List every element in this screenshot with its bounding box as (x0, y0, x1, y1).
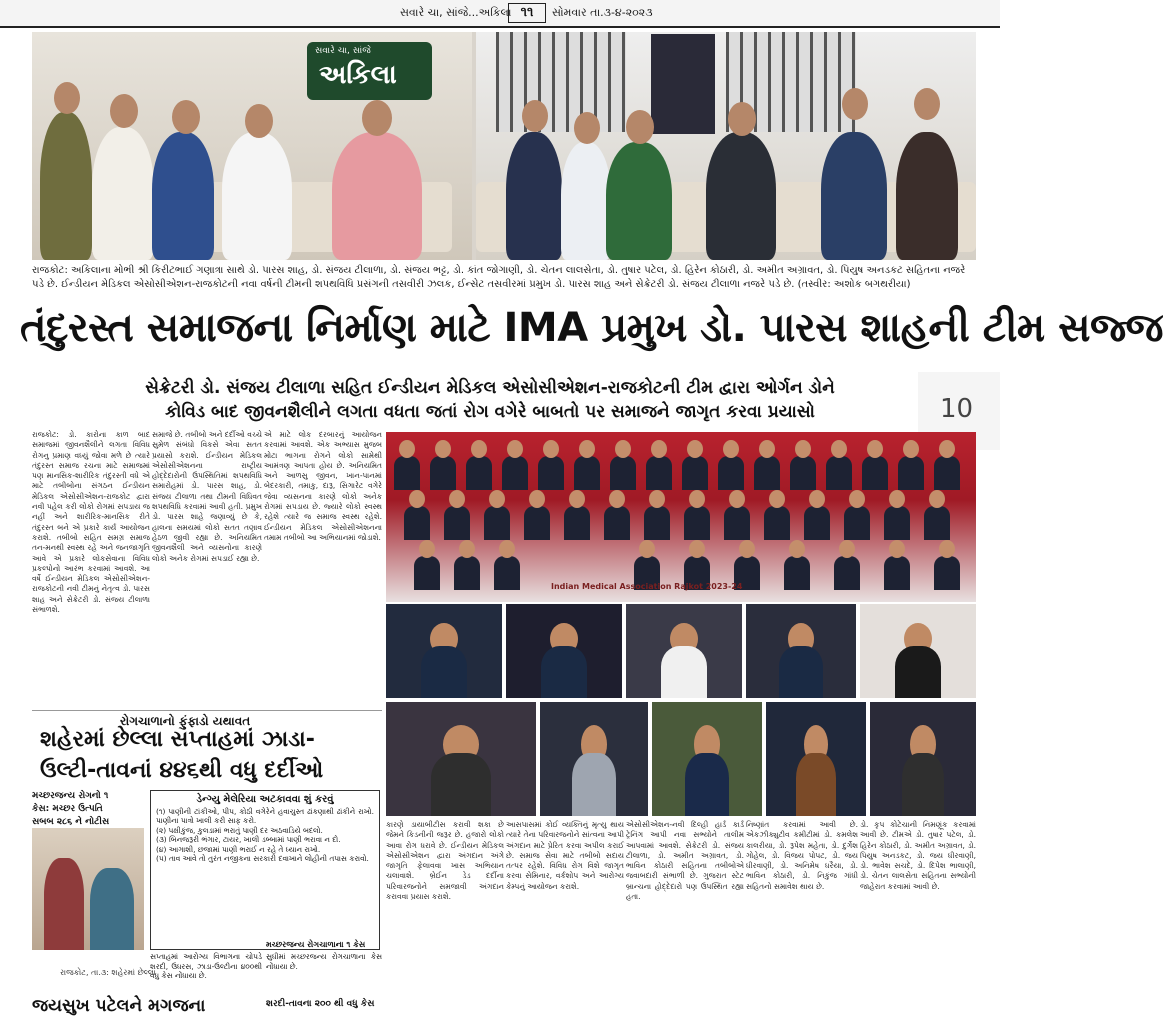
person-head (543, 440, 559, 458)
cases-line: કેસ: મચ્છર ઉત્પતિ (32, 804, 103, 814)
person (90, 868, 134, 950)
person (538, 456, 564, 490)
person (604, 506, 630, 540)
akila-logo (307, 42, 432, 100)
person (332, 132, 422, 260)
article-column-2: સમાજે છે. તબીબો અને દર્દીઓ વચ્ચે સુમેળ સંબંધો વિકસે એવા સતત પ્રયાસો કરાશે. ઈન્ડીયન મેડિકલ એસોસીએશનના રાષ્ટ્રીય હોદ્દેદારોની ઉપસ્થિતિમાં શપથવિધિ સમારોહમાં ડો. પારસ શાહ, ડો. સંજય ટીલાળા તથા ટીમની વિધિવત શપથવિધિ કરવામાં આવી હતી. પ્રમુખ ડો. પારસ શાહે જણાવ્યું છે કે, હાલના સમયમાં લોકો સતત તણાવ હેઠળ જીવી રહ્યા છે. અનિયમિત જીવનશૈલી અને વ્યસનોના કારણે લોકો અનેક રોગમાં સપડાઈ રહ્યા છે. (152, 430, 262, 563)
person (610, 456, 636, 490)
story-headline-line-2: ઉલ્ટી-તાવનાં ૪૪૬થી વધુ દર્દીઓ (40, 758, 324, 783)
akila-logo-tagline: સવારે ચા, સાંજે (315, 46, 371, 56)
person (884, 506, 910, 540)
person (561, 142, 611, 260)
photo-tile (870, 702, 976, 816)
dengue-tip: (૧) પાણીની ટાંકીઓ, પીપ, કોઠી વગેરેને હવાચુસ્ત ઢાંકણાથી ઢાંકીને રાખો. પાણીના પાત્રો ખાલી કરી સાફ કરો. (156, 807, 374, 826)
ima-banner-text: Indian Medical Association Rajkot 2023-24 (551, 582, 743, 591)
person-head (459, 540, 475, 558)
dengue-tip: (૩) બિનજરૂરી ભંગાર, ટાયર, ખાલી ડબ્બામાં પાણી ભરાવા ન દો. (156, 835, 341, 845)
person-head (651, 440, 667, 458)
person-head (839, 540, 855, 558)
story-subhead-malaria: મચ્છરજન્ય રોગચાળાના ૧ કેસ (266, 940, 366, 949)
person (764, 506, 790, 540)
person-head (889, 490, 905, 508)
top-photo-right (476, 32, 976, 260)
person-head (939, 540, 955, 558)
person (644, 506, 670, 540)
person-head (789, 540, 805, 558)
person (394, 456, 420, 490)
photo-tile (766, 702, 866, 816)
divider (32, 710, 382, 711)
person-head (399, 440, 415, 458)
person (934, 556, 960, 590)
person (506, 132, 562, 260)
photo-tile (746, 604, 856, 698)
person-head (471, 440, 487, 458)
person (884, 556, 910, 590)
group-photo-row (394, 440, 968, 490)
person (706, 132, 776, 260)
photo-tile (506, 604, 622, 698)
window-blinds (496, 32, 626, 132)
person-head (689, 490, 705, 508)
person (430, 456, 456, 490)
group-photo (386, 432, 976, 602)
person-head (489, 490, 505, 508)
headline: તંદુરસ્ત સમાજના નિર્માણ માટે IMA પ્રમુખ ડો. પારસ શાહની ટીમ સજ્જ (20, 305, 1163, 351)
person-head (626, 110, 654, 144)
person (574, 456, 600, 490)
person-head (939, 440, 955, 458)
person-head (729, 490, 745, 508)
story-subhead-fever: શરદી-તાવના ૨૦૦ થી વધુ કેસ (266, 999, 375, 1009)
person-head (914, 88, 940, 120)
photo-tile (386, 702, 536, 816)
photo-tile (386, 604, 502, 698)
article-column-5: આસપાસમાં કોઈ વ્યક્તિનું મૃત્યુ થાય ત્યારે તેના પરિવારજનોને સાંત્વના આપી અંગદાન માટે પ્રેરિત કરવા અપીલ કરાઈ છે. સમાજ સેવા માટે તબીબો સદાય તત્પર રહેશે. વિવિધ રોગ વિશે જાગૃત કરવા સેમિનાર, વર્કશોપ અને આરોગ્ય કેમ્પનું આયોજન કરાશે. (506, 820, 624, 891)
top-photo (32, 32, 976, 260)
person (646, 456, 672, 490)
person-head (54, 82, 80, 114)
person (572, 753, 615, 816)
person-head (831, 440, 847, 458)
person (606, 142, 672, 260)
person (524, 506, 550, 540)
top-photo-left (32, 32, 472, 260)
person-head (809, 490, 825, 508)
person-head (689, 540, 705, 558)
person-head (574, 112, 600, 144)
header-slogan: સવારે ચા, સાંજે...અકિલા (400, 6, 512, 19)
person (444, 506, 470, 540)
person (454, 556, 480, 590)
cases-line: મચ્છરજન્ય રોગનો ૧ (32, 791, 109, 801)
header-page-number: ૧૧ (508, 3, 546, 23)
person (222, 132, 292, 260)
person (821, 132, 887, 260)
person-head (687, 440, 703, 458)
framed-portrait (651, 34, 715, 134)
person (896, 132, 958, 260)
subheadline-2: કોવિડ બાદ જીવનશૈલીને લગતા વધતા જતાં રોગ વગેરે બાબતો પર સમાજને જાગૃત કરવા પ્રયાસો (165, 402, 815, 422)
person-head (449, 490, 465, 508)
person (414, 556, 440, 590)
person-head (769, 490, 785, 508)
person (754, 456, 780, 490)
person (796, 753, 836, 816)
person-head (435, 440, 451, 458)
person (902, 753, 944, 816)
person (934, 456, 960, 490)
photo-grid (386, 604, 976, 816)
person (844, 506, 870, 540)
person-head (903, 440, 919, 458)
dengue-tips-box (150, 790, 380, 950)
top-photo-caption: રાજકોટ: અકિલાના મોભી શ્રી કિરીટભાઈ ગણાત્રા સાથે ડો. પારસ શાહ, ડો. સંજય ટીલાળા, ડો. સંજય ભટ્ટ, ડો. કાંત જોગાણી, ડો. ચેતન લાલસેતા, ડો. તુષાર પટેલ, ડો. હિરેન કોઠારી, ડો. અમીત અગ્રાવત, ડો. પિયુષ અનડકટ સહિતના નજરે પડે છે. ઈન્ડીયન મેડિકલ એસોસીએશન-રાજકોટની નવા વર્ષની ટીમની શપથવિધિ પ્રસંગની તસવીરી ઝલક, ઈન્સેટ તસવીરમાં પ્રમુખ ડો. પારસ શાહ અને સેક્રેટરી ડો. સંજય ટીલાળા નજરે પડે છે. (તસ્વીર: અશોક બગથરીયા) (32, 265, 966, 290)
person-head (615, 440, 631, 458)
person (684, 506, 710, 540)
person (834, 556, 860, 590)
person-head (739, 540, 755, 558)
hospital-photo-caption: રાજકોટ, તા.૩: શહેરમાં છેલ્લા (60, 968, 156, 977)
person (790, 456, 816, 490)
person (862, 456, 888, 490)
cases-summary (32, 790, 144, 829)
story-column-1: સપ્તાહમાં આરોગ્ય વિભાગના ચોપડે શરદી, ઉધરસ, ઝાડા-ઉલ્ટીના ૪૦૦થી વધુ કેસ નોંધાયા છે. (150, 952, 262, 981)
person (661, 646, 707, 698)
page-header (0, 0, 1000, 28)
person (92, 127, 154, 260)
side-page-number: 10 (940, 394, 974, 424)
subheadline-1: સેક્રેટરી ડો. સંજય ટીલાળા સહિત ઈન્ડીયન મેડિકલ એસોસીએશન-રાજકોટની ટીમ દ્વારા ઓર્ગન ડોને (145, 378, 835, 398)
person-head (723, 440, 739, 458)
cases-line: સબબ ૨૮૬ ને નોટીસ (32, 817, 110, 827)
person (779, 646, 823, 698)
person (40, 112, 92, 260)
person-head (172, 100, 200, 134)
person (895, 646, 941, 698)
kicker: રોગચાળાનો ફુંફાડો યથાવત (120, 714, 251, 728)
person (431, 753, 491, 816)
person (724, 506, 750, 540)
person-head (759, 440, 775, 458)
next-story-headline: જયસુખ પટેલને મગજના (32, 996, 206, 1016)
person-head (867, 440, 883, 458)
person (685, 753, 729, 816)
person (466, 456, 492, 490)
person (564, 506, 590, 540)
article-column-8: ડો. કૃપ કોટેચાની નિમણૂંક કરવામાં આવી છે. ટીમએ ડો. તુષાર પટેલ, ડો. હિરેન કોઠારી, ડો. અમીત અગ્રાવત, ડો. પિયુષ અનડકટ, ડો. જય ધીરવાણી, ડો. ભાવેશ સચદે, ડો. દિપેશ ભાલાણી, ડો. ચેતન લાલસેતા સહિતના સભ્યોની જાહેરાત કરવામાં આવી છે. (860, 820, 976, 891)
article-column-3: એ માટે લોક દરબારનું આયોજન કરવામાં આવશે. એક અભ્યાસ મુજબ મોટા ભાગના રોગને લોકો સામેથી આમંત્રણ આપતા હોય છે. અનિયમિત અને આળસુ જીવન, ખાન-પાનમાં બેદરકારી, તમાકુ, દારૂ, સિગારેટ વગેરે જેવા વ્યસનના કારણે લોકો અનેક રોગમાં સપડાય છે. જ્યારે લોકો સ્વસ્થ રહેશે ત્યારે જ સમાજ સ્વસ્થ રહેશે. ઈન્ડીયન મેડિકલ એસોસીએશનના તમામ તબીબો આ અભિયાનમાં જોડાશે. (264, 430, 382, 542)
person (784, 556, 810, 590)
person-head (409, 490, 425, 508)
person-head (609, 490, 625, 508)
photo-tile (860, 604, 976, 698)
person-head (419, 540, 435, 558)
article-column-4: કારણે ડાયાબીટીસ કરાવી શકા છે જેમને કિડનીની જરૂર છે. હજારો લોકો આવા રોગ ધરાવે છે. ઈન્ડીયન મેડિકલ એસોસીએશન દ્વારા અંગદાન અંગે જાગૃતિ ફેલાવવા ખાસ અભિયાન ચલાવાશે. બ્રેઈન ડેડ દર્દીના પરિવારજનોને સમજાવી અંગદાન કરાવવા પ્રયાસ કરાશે. (386, 820, 504, 902)
person-head (728, 102, 756, 136)
person-head (889, 540, 905, 558)
person-head (522, 100, 548, 132)
person (494, 556, 520, 590)
akila-logo-text: અકિલા (319, 60, 397, 90)
person (152, 132, 214, 260)
person (404, 506, 430, 540)
person-head (245, 104, 273, 138)
person-head (795, 440, 811, 458)
dengue-tip: (૪) આગાશી, છજામાં પાણી ભરાઈ ન રહે તે ધ્યાન રાખો. (156, 844, 321, 854)
photo-tile (652, 702, 762, 816)
person (924, 506, 950, 540)
header-date: સોમવાર તા.૩-૪-૨૦૨૩ (552, 6, 653, 19)
hospital-photo (32, 828, 144, 950)
person-head (639, 540, 655, 558)
person (718, 456, 744, 490)
person-head (842, 88, 868, 120)
story-headline-line-1: શહેરમાં છેલ્લા સપ્તાહમાં ઝાડા- (40, 727, 315, 752)
person-head (110, 94, 138, 128)
article-column-1: રાજકોટ: ડો. કારોના કાળ બાદ સમાજમાં જીવનશૈલીને લગતા વિવિધ રોગનુ પ્રમાણ વધ્યું જોવા મળે છે ત્યારે તંદુરસ્ત સમાજ રચના માટે સમાજમાં પણ માનસિક-શારીરિક તંદુરસ્તી વધે એ માટે તબીબોના સંગઠન ઈન્ડીયન મેડિકલ એસોસીએશન-રાજકોટ દ્વારા નવી પહેલ કરી લોકો રોગમાં સપડાય જ નહીં અને શારીરિક-માનસિક રીતે તંદુરસ્ત બને એ પ્રકારે કાર્ય આયોજન કરાશે. તબીબો સહિત સમગ્ર સમાજ તન-મનથી સ્વસ્થ રહે અને જનજાગૃતિ આવે એ પ્રકારે લોકસેવાના વિવિધ પ્રકલ્પોનો આરંભ કરવામાં આવશે. આ વર્ષે ઈન્ડીયન મેડિકલ એસોસીએશન-રાજકોટની નવી ટીમનું નેતૃત્વ ડો. પારસ શાહ અને સેક્રેટરી ડો. સંજય ટીલાળા સંભાળશે. (32, 430, 150, 615)
person (898, 456, 924, 490)
photo-tile (540, 702, 648, 816)
person (502, 456, 528, 490)
person (484, 506, 510, 540)
person-head (362, 100, 392, 136)
person-head (507, 440, 523, 458)
person-head (569, 490, 585, 508)
person-head (499, 540, 515, 558)
dengue-tip: (૫) તાવ આવે તો તુરંત નજીકના સરકારી દવાખાને લોહીની તપાસ કરાવો. (156, 854, 369, 864)
person (541, 646, 587, 698)
person-head (649, 490, 665, 508)
dengue-tip: (૨) પક્ષીકુંજ, કુલડામાં ભરાતું પાણી દર અઠવાડિયે બદલો. (156, 825, 323, 835)
dengue-tips-title: ડેન્ગ્યુ મેલેરિયા અટકાવવા શું કરવું (196, 794, 334, 805)
article-column-6: એસોસીએશન-નવી દિલ્હી હાર્ડ કાર્ડ ટ્રેનિંગ આપી નવા સભ્યોને તાલીમ આપવામાં આવશે. સેક્રેટરી ડો. સંજય ટીલાળા, ડો. અમીત અગ્રાવત, ડો. ભાવિન કોઠારી સહિતના તબીબોએ જવાબદારી સંભાળી છે. ગુજરાત સ્ટેટ બ્રાન્ચના હોદ્દેદારો પણ ઉપસ્થિત રહ્યા હતા. (626, 820, 744, 902)
person (804, 506, 830, 540)
person-head (849, 490, 865, 508)
group-photo-row (394, 490, 968, 540)
story-column-2: સુધીમાં મચ્છરજન્ય રોગચાળાના કેસ નોંધાયા છે. (266, 952, 382, 971)
photo-tile (626, 604, 742, 698)
person (44, 858, 84, 950)
person-head (929, 490, 945, 508)
person (682, 456, 708, 490)
person-head (529, 490, 545, 508)
article-column-7: નિષ્ણાંત કરવામાં આવી છે. એકઝીક્યુટીવ કમીટીમાં ડો. કમલેશ કાલરીયા, ડો. રૂપેશ મહેતા, ડો. દુર્ગેશ ગોહેલ, ડો. વિજય પોપટ, ડો. જય ધીરવાણી, ડો. અનિમેષ ધરૈયા, ડો. ભાવિન કોઠારી, ડો. નિકુંજ ગાંધી સહિતનો સમાવેશ થાય છે. (746, 820, 858, 891)
person (421, 646, 467, 698)
person (826, 456, 852, 490)
person-head (579, 440, 595, 458)
